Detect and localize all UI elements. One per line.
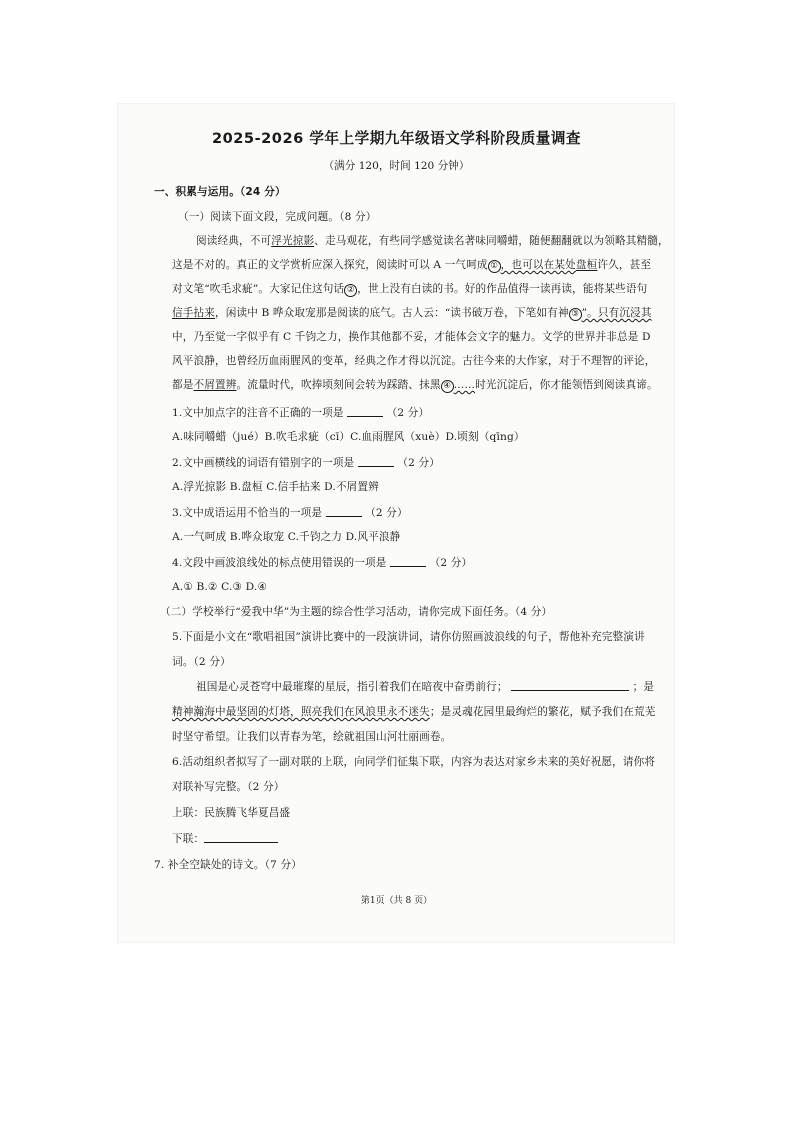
question-4: 4.文段中画波浪线处的标点使用错误的一项是 （2 分） (172, 557, 473, 569)
speech-line-3: 时坚守希望。让我们以青春为笔，绘就祖国山河壮丽画卷。 (172, 731, 452, 743)
question-5-cont: 词。（2 分） (172, 656, 231, 668)
question-6: 6.活动组织者拟写了一副对联的上联，向同学们征集下联，内容为表达对家乡未来的美好祝愿，请你将 (172, 756, 656, 768)
question-7: 7. 补全空缺处的诗文。（7 分） (154, 859, 302, 871)
question-2: 2.文中画横线的词语有错别字的一项是 （2 分） (172, 457, 441, 469)
page-footer: 第1页（共 8 页） (360, 896, 433, 906)
question-1-options: A.味同嚼蜡（jué）B.吹毛求疵（cī）C.血雨腥风（xuè）D.顷刻（qīng） (172, 431, 525, 443)
question-1: 1.文中加点字的注音不正确的一项是 （2 分） (172, 407, 430, 419)
passage-line-5: 中，乃至觉一字似乎有 C 千钧之力，换作其他都不妥，才能体会文字的魅力。文学的世界并非总是 D (172, 331, 651, 343)
answer-blank[interactable] (204, 832, 278, 843)
answer-blank[interactable] (358, 456, 394, 467)
answer-blank[interactable] (511, 680, 629, 691)
wavy-sentence: 精神瀚海中最坚固的灯塔，照亮我们在风浪里永不迷失 (172, 706, 430, 718)
underlined-term: 不屑置辨 (193, 379, 237, 391)
question-2-options: A.浮光掠影 B.盘桓 C.信手拈来 D.不屑置辨 (172, 481, 379, 493)
question-4-options: A.① B.② C.③ D.④ (172, 581, 268, 593)
passage-line-3: 对文笔“吹毛求疵”。大家记住这句话 ② ，世上没有白读的书。好的作品值得一读再读，能将某些语句 (172, 283, 648, 295)
part1-heading: （一）阅读下面文段，完成问题。（8 分） (178, 211, 377, 223)
underlined-term: 盘桓 (575, 259, 598, 271)
exam-subtitle: （满分 120，时间 120 分钟） (323, 160, 470, 172)
passage-line-2: 这是不对的。真正的文学赏析应深入探究，阅读时可以 A 一气呵成 ① ，也可以在某处盘桓许久，甚至 (172, 259, 652, 271)
passage-line-7: 都是不屑置辨。流量时代，吹捧顷刻间会转为踩踏、抹黑 ④ ……时光沉淀后，你才能领悟到阅读真谛。 (172, 379, 658, 391)
couplet-lower: 下联： (172, 832, 278, 846)
mark-2: ② (344, 284, 357, 297)
answer-blank[interactable] (347, 406, 383, 417)
question-5: 5.下面是小文在“歌唱祖国”演讲比赛中的一段演讲词，请你仿照画波浪线的句子，帮他补充完整演讲 (172, 631, 645, 643)
speech-line-1: 祖国是心灵苍穹中最璀璨的星辰，指引着我们在暗夜中奋勇前行； ；是 (196, 681, 655, 693)
passage-line-6: 风平浪静，也曾经历血雨腥风的变革，经典之作才得以沉淀。古往今来的大作家，对于不理智的评论， (172, 355, 656, 367)
answer-blank[interactable] (390, 556, 426, 567)
couplet-upper: 上联：民族腾飞华夏昌盛 (172, 807, 291, 819)
question-3-options: A.一气呵成 B.哗众取宠 C.千钧之力 D.风平浪静 (172, 531, 401, 543)
mark-4: ④ (441, 380, 454, 393)
part2-heading: （二）学校举行“爱我中华”为主题的综合性学习活动，请你完成下面任务。（4 分） (160, 606, 553, 618)
mark-1: ① (488, 260, 501, 273)
section-heading: 一、积累与运用。（24 分） (154, 186, 286, 198)
mark-3: ③ (569, 308, 582, 321)
speech-line-2: 精神瀚海中最坚固的灯塔，照亮我们在风浪里永不迷失；是灵魂花园里最绚烂的繁花，赋予我们在荒芜 (172, 706, 656, 718)
question-3: 3.文中成语运用不恰当的一项是 （2 分） (172, 507, 408, 519)
question-6-cont: 对联补写完整。（2 分） (172, 781, 285, 793)
answer-blank[interactable] (326, 506, 362, 517)
underlined-term: 浮光掠影 (271, 235, 315, 247)
underlined-term: 信手拈来 (172, 307, 215, 319)
exam-title: 2025-2026 学年上学期九年级语文学科阶段质量调查 (211, 130, 582, 147)
passage-line-4: 信手拈来，闲读中 B 哗众取宠那是阅读的底气。古人云：“读书破万卷，下笔如有神 ③ ”。只有沉浸其 (172, 307, 652, 319)
passage-line-1: 阅读经典，不可浮光掠影、走马观花，有些同学感觉读名著味同嚼蜡，随便翻翻就以为领略其精髓， (196, 235, 669, 247)
